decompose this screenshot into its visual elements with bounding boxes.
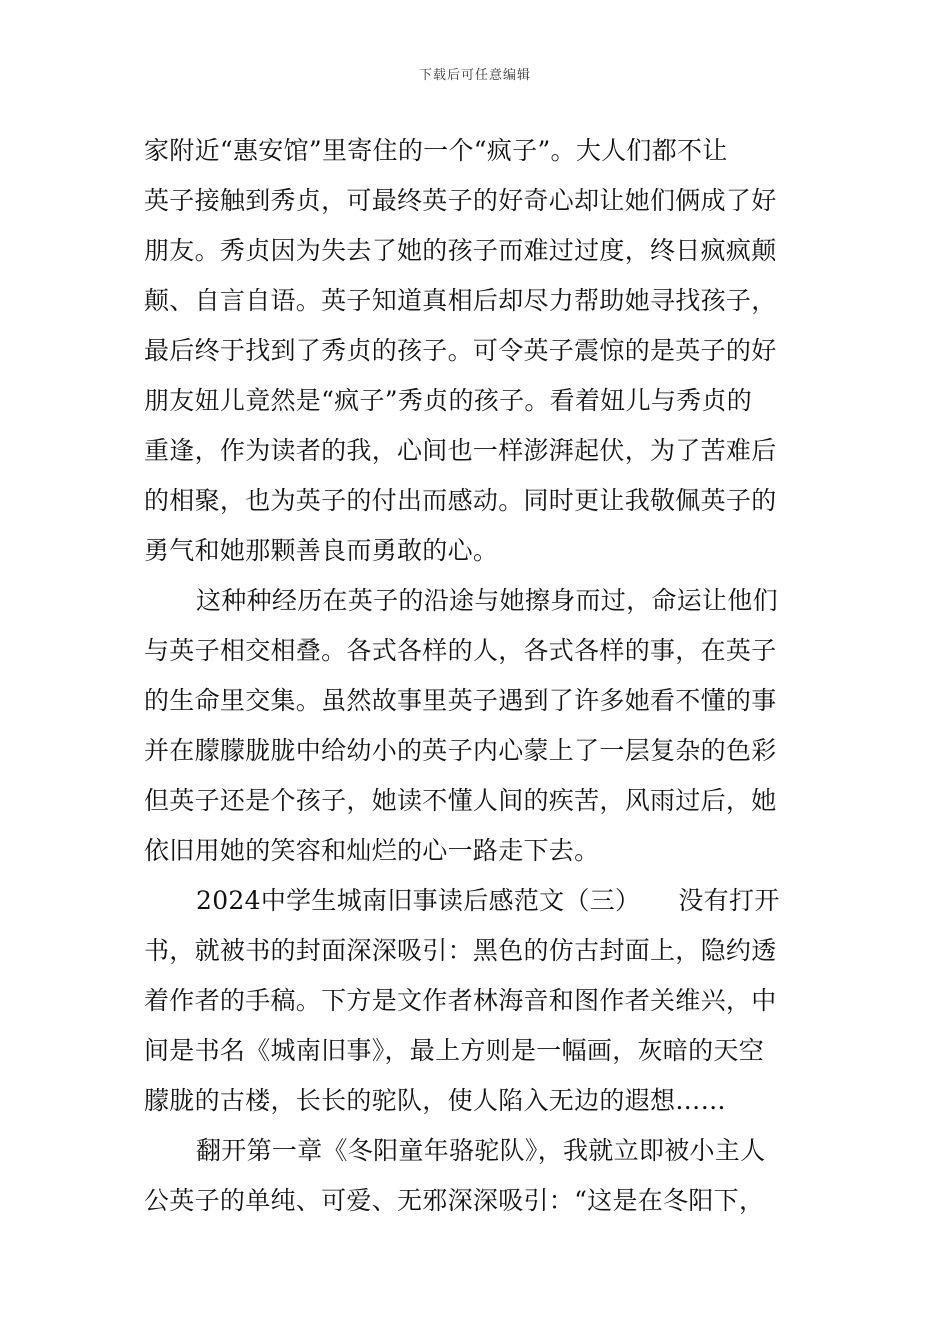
text-line: 翻开第一章《冬阳童年骆驼队》，我就立即被小主人 — [196, 1136, 766, 1165]
text-line: 最后终于找到了秀贞的孩子。可令英子震惊的是英子的好 — [144, 336, 777, 365]
text-line: 书，就被书的封面深深吸引：黑色的仿古封面上，隐约透 — [144, 936, 777, 965]
text-line: 家附近“惠安馆”里寄住的一个“疯子”。大人们都不让 — [144, 136, 728, 165]
text-line: 朦胧的古楼，长长的驼队，使人陷入无边的遐想…… — [144, 1086, 726, 1115]
text-line: 并在朦朦胧胧中给幼小的英子内心蒙上了一层复杂的色彩 — [144, 736, 777, 765]
text-line: 间是书名《城南旧事》，最上方则是一幅画，灰暗的天空 — [144, 1036, 765, 1065]
paragraph-2 — [144, 576, 808, 876]
text-line: 但英子还是个孩子，她读不懂人间的疾苦，风雨过后，她 — [144, 786, 777, 815]
text-line: 朋友。秀贞因为失去了她的孩子而难过过度，终日疯疯颠 — [144, 236, 777, 265]
text-line: 朋友妞儿竟然是“疯子”秀贞的孩子。看着妞儿与秀贞的 — [144, 386, 753, 415]
document-body — [144, 126, 808, 1226]
text-line: 着作者的手稿。下方是文作者林海音和图作者关维兴，中 — [144, 986, 777, 1015]
text-line: 重逢，作为读者的我，心间也一样澎湃起伏，为了苦难后 — [144, 436, 777, 465]
text-line: 2024中学生城南旧事读后感范文（三） 没有打开 — [196, 886, 780, 915]
page-header-note: 下载后可任意编辑 — [418, 68, 531, 83]
text-line: 的生命里交集。虽然故事里英子遇到了许多她看不懂的事 — [144, 686, 777, 715]
text-line: 的相聚，也为英子的付出而感动。同时更让我敬佩英子的 — [144, 486, 777, 515]
text-line: 这种种经历在英子的沿途与她擦身而过，命运让他们 — [196, 586, 778, 615]
paragraph-4 — [144, 1126, 808, 1226]
text-line: 英子接触到秀贞，可最终英子的好奇心却让她们俩成了好 — [144, 186, 777, 215]
text-line: 依旧用她的笑容和灿烂的心一路走下去。 — [144, 836, 600, 865]
paragraph-3 — [144, 876, 808, 1126]
text-line: 勇气和她那颗善良而勇敢的心。 — [144, 536, 499, 565]
text-line: 颠、自言自语。英子知道真相后却尽力帮助她寻找孩子， — [144, 286, 777, 315]
paragraph-1 — [144, 126, 808, 576]
text-line: 公英子的单纯、可爱、无邪深深吸引：“这是在冬阳下， — [144, 1186, 765, 1215]
text-line: 与英子相交相叠。各式各样的人，各式各样的事，在英子 — [144, 636, 777, 665]
